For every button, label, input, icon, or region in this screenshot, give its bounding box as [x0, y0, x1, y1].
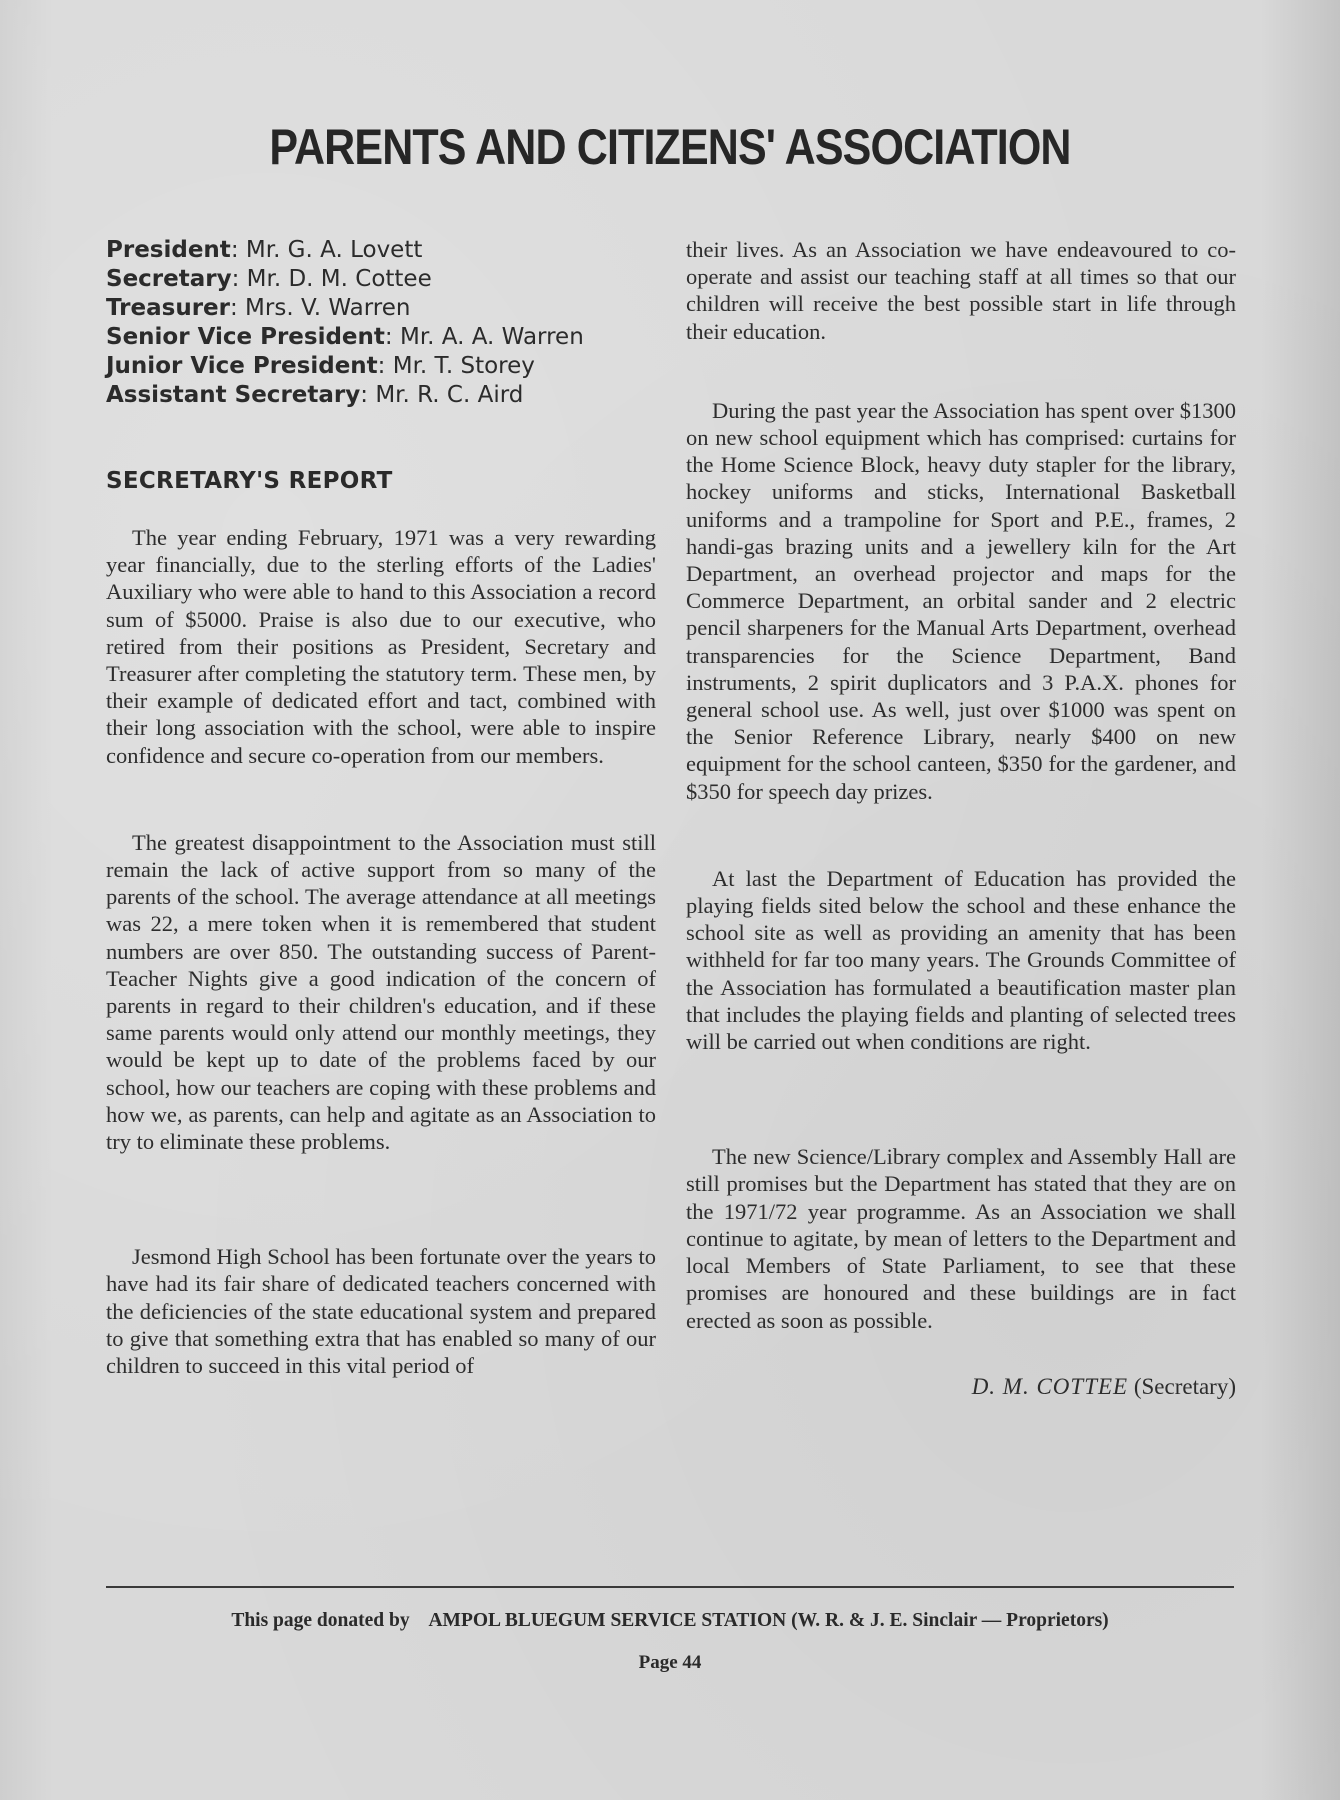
paragraph: During the past year the Association has spent over $1300 on new school equipment which has comprised: curtains for the Home Science Block, heavy duty stapler for the library, hockey uniforms and sticks, International Basketball uniforms and a trampoline for Sport and P.E., frames, 2 handi-gas brazing units and a jewellery kiln for the Art Department, an overhead projector and maps for the Commerce Department, an orbital sander and 2 electric pencil sharpeners for the Manual Arts Department, overhead transparencies for the Science Department, Band instruments, 2 spirit duplicators and 3 P.A.X. phones for general school use. As well, just over $1000 was spent on the Senior Reference Library, nearly $400 on new equipment for the school canteen, $350 for the gardener, and $350 for speech day prizes.	[686, 397, 1236, 804]
officer-entry	[106, 294, 656, 323]
officer-entry	[106, 236, 656, 265]
separator: :	[229, 295, 246, 321]
paragraph: At last the Department of Education has provided the playing fields sited below the school and these enhance the school site as well as providing an amenity that has been withheld for far too many years. The Grounds Committee of the Association has formulated a beautification master plan that includes the playing fields and planting of selected trees will be carried out when conditions are right.	[686, 865, 1236, 1055]
paragraph: The greatest disappointment to the Association must still remain the lack of active support from so many of the parents of the school. The average attendance at all meetings was 22, a mere token when it is remembered that student numbers are over 850. The outstanding success of Parent-Teacher Nights give a good indication of the concern of parents in regard to their children's education, and if these same parents would only attend our monthly meetings, they would be kept up to date of the problems faced by our school, how our teachers are coping with these problems and how we, as parents, can help and agitate as an Association to try to eliminate these problems.	[106, 829, 656, 1155]
separator: :	[230, 237, 246, 263]
signature-title: (Secretary)	[1133, 1373, 1236, 1399]
page-number: Page 44	[638, 1652, 702, 1673]
officer-role: Junior Vice President	[106, 353, 378, 379]
officer-role: Senior Vice President	[106, 324, 385, 350]
officer-role: Assistant Secretary	[106, 382, 361, 408]
separator: :	[360, 382, 376, 408]
officer-name: Mr. D. M. Cottee	[246, 266, 432, 292]
signature	[686, 1374, 1236, 1400]
spacer	[106, 1155, 656, 1243]
officer-role: Secretary	[106, 266, 232, 292]
left-column	[106, 236, 656, 1379]
officer-name: Mr. G. A. Lovett	[245, 237, 423, 263]
separator: :	[377, 353, 393, 379]
officer-name: Mr. T. Storey	[392, 353, 535, 379]
paragraph: The new Science/Library complex and Assembly Hall are still promises but the Department has stated that they are on the 1971/72 year programme. As an Association we shall continue to agitate, by mean of letters to the Department and local Members of State Parliament, to see that these promises are honoured and these buildings are in fact erected as soon as possible.	[686, 1144, 1236, 1333]
paragraph: their lives. As an Association we have endeavoured to co-operate and assist our teaching staff at all times so that our children will receive the best possible start in life through their education.	[686, 237, 1236, 344]
spacer	[686, 345, 1236, 397]
page-title: PARENTS AND CITIZENS' ASSOCIATION	[269, 119, 1071, 175]
signature-name: D. M. COTTEE	[971, 1373, 1129, 1399]
separator: :	[384, 324, 400, 350]
separator: :	[231, 266, 247, 292]
officer-entry	[106, 323, 656, 352]
donation-lead: This page donated by	[231, 1610, 410, 1631]
officer-name: Mr. A. A. Warren	[399, 324, 584, 350]
officers-list	[106, 236, 656, 410]
right-column	[686, 236, 1236, 1400]
paragraph: The year ending February, 1971 was a very rewarding year financially, due to the sterling efforts of the Ladies' Auxiliary who were able to hand to this Association a record sum of $5000. Praise is also due to our executive, who retired from their positions as President, Secretary and Treasurer after completing the statutory term. These men, by their example of dedicated effort and tact, combined with their long association with the school, were able to inspire confidence and secure co-operation from our members.	[106, 525, 656, 768]
officer-entry	[106, 265, 656, 294]
officer-entry	[106, 352, 656, 381]
section-heading: SECRETARY'S REPORT	[106, 468, 393, 494]
paragraph: Jesmond High School has been fortunate over the years to have had its fair share of dedicated teachers concerned with the deficiencies of the state educational system and prepared to give that something extra that has enabled so many of our children to succeed in this vital period of	[106, 1244, 656, 1379]
spacer	[106, 769, 656, 829]
spacer	[686, 805, 1236, 865]
officer-role: President	[106, 237, 231, 263]
donation-line	[106, 1610, 1234, 1632]
footer-rule	[106, 1586, 1234, 1588]
spacer	[686, 1055, 1236, 1143]
officer-name: Mrs. V. Warren	[245, 295, 411, 321]
officer-role: Treasurer	[106, 295, 230, 321]
sponsor-name: AMPOL BLUEGUM SERVICE STATION (W. R. & J. E. Sinclair — Proprietors)	[428, 1610, 1109, 1631]
officer-entry	[106, 381, 656, 410]
officer-name: Mr. R. C. Aird	[375, 382, 524, 408]
